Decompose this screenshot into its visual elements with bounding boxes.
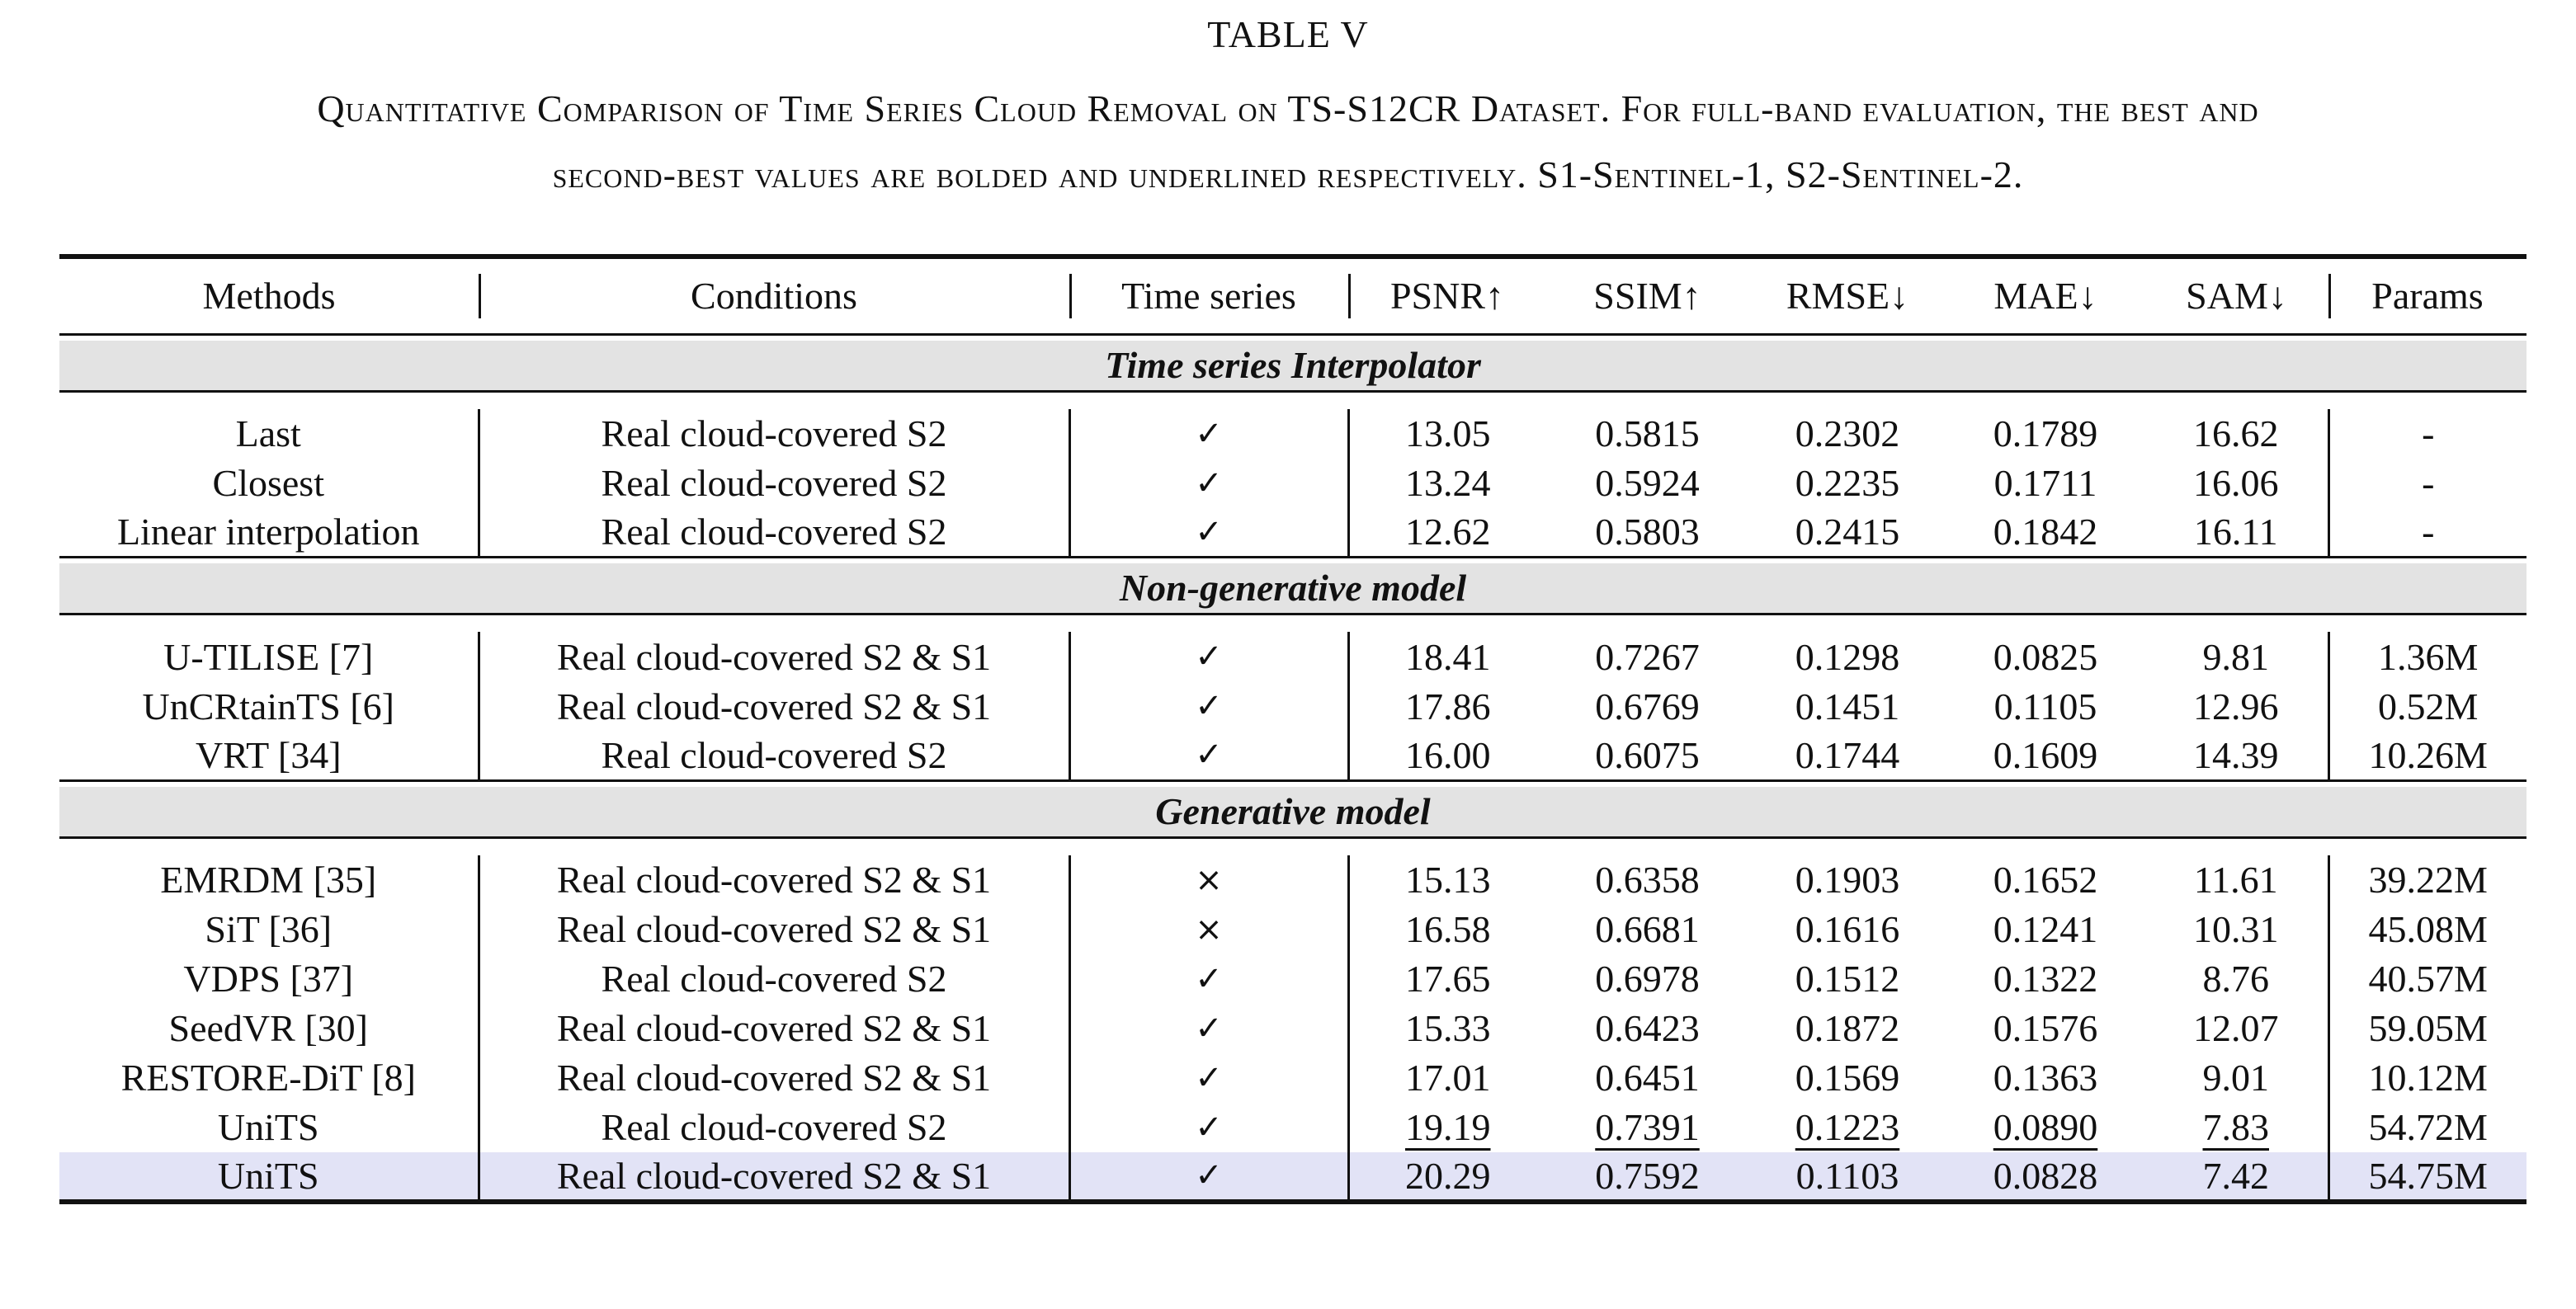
check-icon: ✓ [1069,681,1348,731]
cell-method: UniTS [217,1106,319,1148]
cell-sam: 11.61 [2193,859,2278,901]
cell-rmse: 0.1744 [1748,731,1946,780]
cell-psnr: 15.13 [1348,855,1546,905]
cell-rmse: 0.1872 [1795,1007,1900,1049]
table-label: TABLE V [1207,13,1369,55]
cell-psnr: 13.05 [1348,409,1546,459]
cell-mae: 0.1711 [1993,462,2097,504]
cell-rmse: 0.2415 [1748,508,1946,558]
cell-rmse: 0.2302 [1795,412,1900,454]
cell-conditions: Real cloud-covered S2 & S1 [479,632,1069,681]
section-gap-top-cell [59,334,2526,341]
section-header-row [59,341,2526,392]
table-row [59,1053,2526,1103]
check-icon: ✓ [1069,731,1348,780]
cell-mae: 0.0890 [1993,1106,2098,1148]
table-row [59,632,2526,681]
section-gap-bottom-cell [59,391,2526,409]
cell-ssim: 0.6358 [1595,859,1700,901]
cell-method: RESTORE-DiT [8] [120,1057,416,1099]
header-mae: MAE↓ [1946,257,2144,334]
cell-rmse: 0.1451 [1795,685,1900,727]
cell-sam: 16.11 [2144,508,2328,558]
cell-sam: 7.83 [2202,1106,2269,1148]
cell-rmse: 0.2235 [1795,462,1900,504]
table-row [59,681,2526,731]
section-title: Generative model [59,787,2526,838]
cell-params: 54.72M [2328,1103,2526,1152]
cell-conditions: Real cloud-covered S2 [479,954,1069,1004]
cell-params: 10.12M [2328,1053,2526,1103]
cell-psnr: 19.19 [1348,1103,1546,1152]
cell-conditions: Real cloud-covered S2 [479,459,1069,508]
check-icon: ✓ [1069,632,1348,681]
cell-mae: 0.1241 [1993,908,2098,950]
section-gap-bottom [59,614,2526,633]
header-conditions: Conditions [479,257,1069,334]
cross-icon: × [1069,905,1348,954]
cell-params: 39.22M [2328,855,2526,905]
section-gap-top [59,334,2526,341]
header-row [59,257,2526,334]
cell-mae: 0.1576 [1993,1007,2098,1049]
cell-conditions: Real cloud-covered S2 & S1 [479,1004,1069,1053]
cell-rmse: 0.1616 [1795,908,1900,950]
cell-sam: 8.76 [2202,958,2269,1000]
header-params: Params [2328,257,2526,334]
table-row [59,409,2526,459]
cell-mae: 0.1609 [1946,731,2144,780]
cell-rmse: 0.1512 [1795,958,1900,1000]
cell-psnr: 18.41 [1348,632,1546,681]
cell-rmse: 0.1569 [1795,1057,1900,1099]
cell-mae: 0.1105 [1993,685,2097,727]
cell-ssim: 0.6451 [1595,1057,1700,1099]
cell-method: U-TILISE [7] [163,635,374,678]
check-icon: ✓ [1069,1053,1348,1103]
section-gap-bottom-cell [59,837,2526,855]
section-gap-bottom-cell [59,614,2526,633]
cell-psnr: 17.01 [1348,1053,1546,1103]
cell-method: Closest [212,462,324,504]
results-table [59,254,2526,1204]
cell-rmse: 0.1298 [1795,635,1900,678]
cell-psnr: 16.58 [1348,905,1546,954]
cell-ssim: 0.7267 [1595,635,1700,678]
check-icon: ✓ [1069,1152,1348,1202]
section-title: Time series Interpolator [59,341,2526,392]
table-row [59,508,2526,558]
cell-params: - [2328,508,2526,558]
cell-params: 45.08M [2328,905,2526,954]
cell-ssim: 0.6423 [1595,1007,1700,1049]
cell-sam: 16.62 [2193,412,2279,454]
table-row [59,1103,2526,1152]
cell-method: Linear interpolation [59,508,479,558]
section-gap-bottom [59,837,2526,855]
section-gap-bottom [59,391,2526,409]
cell-sam: 14.39 [2144,731,2328,780]
cell-ssim: 0.5924 [1595,462,1700,504]
cell-conditions: Real cloud-covered S2 [479,508,1069,558]
section-header-row [59,787,2526,838]
cell-conditions: Real cloud-covered S2 [479,409,1069,459]
check-icon: ✓ [1069,1004,1348,1053]
cell-ssim: 0.7391 [1595,1106,1700,1148]
header-methods: Methods [59,257,479,334]
header-psnr: PSNR↑ [1348,257,1546,334]
table-row [59,1004,2526,1053]
cell-psnr: 12.62 [1348,508,1546,558]
cell-psnr: 13.24 [1348,459,1546,508]
cell-ssim: 0.7592 [1546,1152,1748,1202]
table-caption [0,76,2576,208]
cell-params: 0.52M [2328,681,2526,731]
cell-params: - [2328,459,2526,508]
section-header-row [59,563,2526,614]
table-body [59,334,2526,1202]
cell-mae: 0.1842 [1946,508,2144,558]
cell-ssim: 0.6978 [1595,958,1700,1000]
header-sam: SAM↓ [2144,257,2328,334]
cell-method: SeedVR [30] [168,1007,368,1049]
cell-rmse: 0.1223 [1795,1106,1900,1148]
cell-method: SiT [36] [205,908,333,950]
check-icon: ✓ [1069,1103,1348,1152]
cell-psnr: 20.29 [1348,1152,1546,1202]
check-icon: ✓ [1069,409,1348,459]
table-row [59,905,2526,954]
cell-sam: 16.06 [2193,462,2279,504]
cell-rmse: 0.1903 [1795,859,1900,901]
cell-mae: 0.1322 [1993,958,2098,1000]
cell-conditions: Real cloud-covered S2 & S1 [479,905,1069,954]
cell-conditions: Real cloud-covered S2 & S1 [479,855,1069,905]
section-gap-top [59,558,2526,564]
caption-line-1: Quantitative Comparison of Time Series Cloud Removal on TS-S12CR Dataset. For full-band evaluation, the best and [317,87,2259,129]
cell-mae: 0.1789 [1993,412,2098,454]
cell-params: 10.26M [2328,731,2526,780]
cell-mae: 0.0825 [1993,635,2098,678]
cell-conditions: Real cloud-covered S2 & S1 [479,1152,1069,1202]
cell-params: 54.75M [2328,1152,2526,1202]
cell-psnr: 17.65 [1348,954,1546,1004]
cell-sam: 9.01 [2202,1057,2269,1099]
cell-ssim: 0.6769 [1595,685,1700,727]
cell-ssim: 0.6075 [1546,731,1748,780]
table-row [59,954,2526,1004]
cell-params: 40.57M [2328,954,2526,1004]
cell-conditions: Real cloud-covered S2 [479,1103,1069,1152]
cell-ssim: 0.6681 [1595,908,1700,950]
cell-mae: 0.1652 [1993,859,2098,901]
check-icon: ✓ [1069,954,1348,1004]
header-time-series: Time series [1069,257,1348,334]
cell-psnr: 16.00 [1348,731,1546,780]
cell-method: VRT [34] [59,731,479,780]
cell-rmse: 0.1103 [1748,1152,1946,1202]
cell-conditions: Real cloud-covered S2 [479,731,1069,780]
cell-method: UniTS [59,1152,479,1202]
check-icon: ✓ [1069,459,1348,508]
cell-params: - [2328,409,2526,459]
cell-ssim: 0.5815 [1595,412,1700,454]
cell-sam: 12.96 [2193,685,2279,727]
cross-icon: × [1069,855,1348,905]
cell-ssim: 0.5803 [1546,508,1748,558]
cell-psnr: 15.33 [1348,1004,1546,1053]
check-icon: ✓ [1069,508,1348,558]
table-row [59,1152,2526,1202]
cell-params: 1.36M [2328,632,2526,681]
cell-sam: 7.42 [2144,1152,2328,1202]
cell-sam: 9.81 [2202,635,2269,678]
cell-conditions: Real cloud-covered S2 & S1 [479,1053,1069,1103]
table-row [59,731,2526,780]
cell-psnr: 17.86 [1348,681,1546,731]
cell-method: Last [235,412,301,454]
caption-line-2: second-best values are bolded and underlined respectively. S1-Sentinel-1, S2-Sentinel-2. [552,153,2024,195]
cell-params: 59.05M [2328,1004,2526,1053]
header-ssim: SSIM↑ [1546,257,1748,334]
cell-mae: 0.0828 [1946,1152,2144,1202]
section-title: Non-generative model [59,563,2526,614]
cell-method: UnCRtainTS [6] [142,685,394,727]
section-gap-top-cell [59,558,2526,564]
table-row [59,855,2526,905]
section-gap-top-cell [59,780,2526,787]
cell-mae: 0.1363 [1993,1057,2098,1099]
cell-method: VDPS [37] [183,958,354,1000]
cell-method: EMRDM [35] [160,859,377,901]
section-gap-top [59,780,2526,787]
table-row [59,459,2526,508]
cell-conditions: Real cloud-covered S2 & S1 [479,681,1069,731]
cell-sam: 10.31 [2193,908,2279,950]
cell-sam: 12.07 [2193,1007,2279,1049]
header-rmse: RMSE↓ [1748,257,1946,334]
